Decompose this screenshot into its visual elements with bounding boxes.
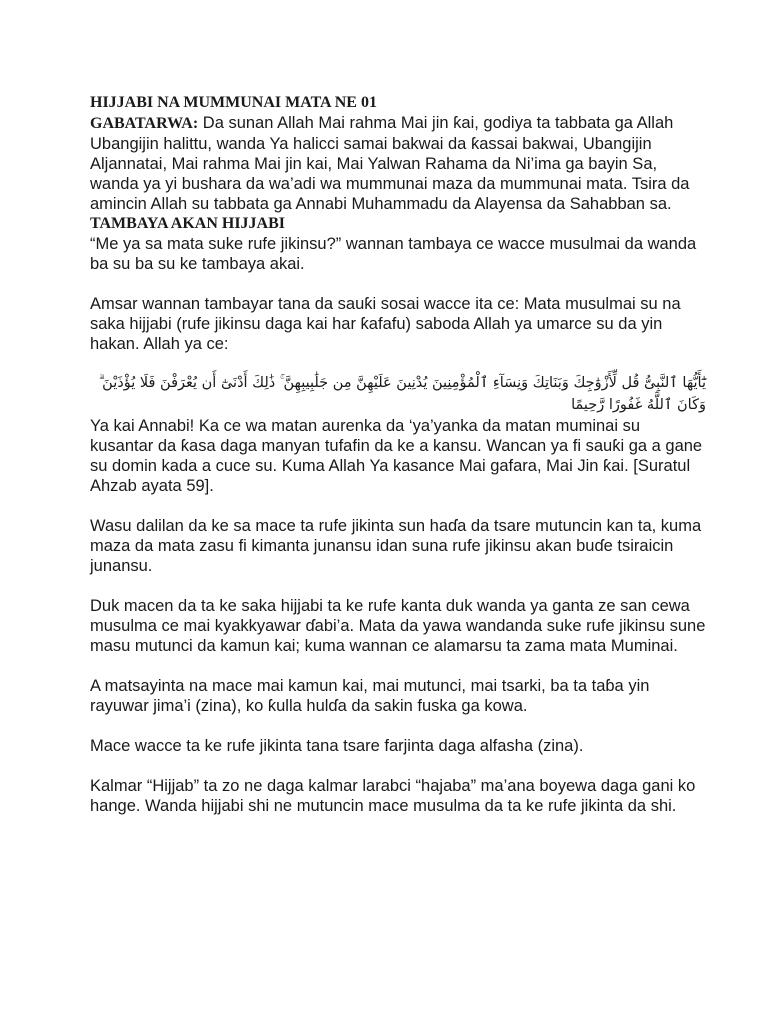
quran-verse: يَٰٓأَيُّهَا ٱلنَّبِىُّ قُل لِّأَزْوَٰجِكَ وَبَنَاتِكَ وَنِسَآءِ ٱلْمُؤْمِنِينَ يُدْنِينَ عَلَيْهِنَّ مِن جَلَٰبِيبِهِنَّ ۚ ذَٰلِكَ أَدْنَىٰٓ أَن يُعْرَفْنَ فَلَا يُؤْذَيْنَ ۗ وَكَانَ ٱللَّهُ غَفُورًا رَّحِيمًا <box>98 375 706 413</box>
intro-text: Da sunan Allah Mai rahma Mai jin ƙai, godiya ta tabbata ga Allah Ubangijin halittu, wanda Ya halicci samai bakwai da ƙassai bakwai, Ubangijin Aljannatai, Mai rahma Mai jin kai, Mai Yalwan Rahama da Ni’ima ga bayin Sa, wanda ya yi bushara da wa’adi wa mummunai maza da mummunai mata. Tsira da amincin Allah su tabbata ga Annabi Muhammadu da Alayensa da Sahabban sa. <box>90 114 690 213</box>
section-heading: TAMBAYA AKAN HIJJABI <box>90 215 286 232</box>
document-title: HIJJABI NA MUMMUNAI MATA NE 01 <box>90 94 377 111</box>
intro-paragraph <box>90 113 706 214</box>
paragraph-etymology: Kalmar “Hijjab” ta zo ne daga kalmar larabci “hajaba” ma’ana boyewa daga gani ko hange. Wanda hijjabi shi ne mutuncin mace musulma da ta ke rufe jikinta da shi. <box>90 777 696 815</box>
paragraph-modesty: A matsayinta na mace mai kamun kai, mai mutunci, mai tsarki, ba ta taɓa yin rayuwar jima’i (zina), ko ƙulla hulɗa da sakin fuska ga kowa. <box>90 677 650 715</box>
paragraph-answer: Amsar wannan tambayar tana da sauƙi sosai wacce ita ce: Mata musulmai su na saka hijjabi (rufe jikinsu daga kai har ƙafafu) saboda Allah ya umarce su da yin hakan. Allah ya ce: <box>90 295 681 353</box>
paragraph-translation: Ya kai Annabi! Ka ce wa matan aurenka da ‘ya’yanka da matan muminai su kusantar da ƙasa daga manyan tufafin da ke a kansu. Wancan ya fi sauƙi ga a gane su domin kada a cuce su. Kuma Allah Ya kasance Mai gafara, Mai Jin ƙai. [Suratul Ahzab ayata 59]. <box>90 417 703 495</box>
intro-label: GABATARWA: <box>90 115 199 132</box>
paragraph-hijab-wearer: Duk macen da ta ke saka hijjabi ta ke rufe kanta duk wanda ya ganta ze san cewa musulma ce mai kyakkyawar ɗabi’a. Mata da yawa wandanda suke rufe jikinsu sune masu mutunci da kamun kai; kuma wannan ce alamarsu ta zama mata Muminai. <box>90 597 706 655</box>
paragraph-reasons: Wasu dalilan da ke sa mace ta rufe jikinta sun haɗa da tsare mutuncin kan ta, kuma maza da mata zasu fi kimanta junansu idan suna rufe jikinsu akan buɗe tsiraicin junansu. <box>90 517 702 575</box>
paragraph-protection: Mace wacce ta ke rufe jikinta tana tsare farjinta daga alfasha (zina). <box>90 737 584 755</box>
paragraph-question: “Me ya sa mata suke rufe jikinsu?” wannan tambaya ce wacce musulmai da wanda ba su ba su ke tambaya akai. <box>90 235 697 273</box>
